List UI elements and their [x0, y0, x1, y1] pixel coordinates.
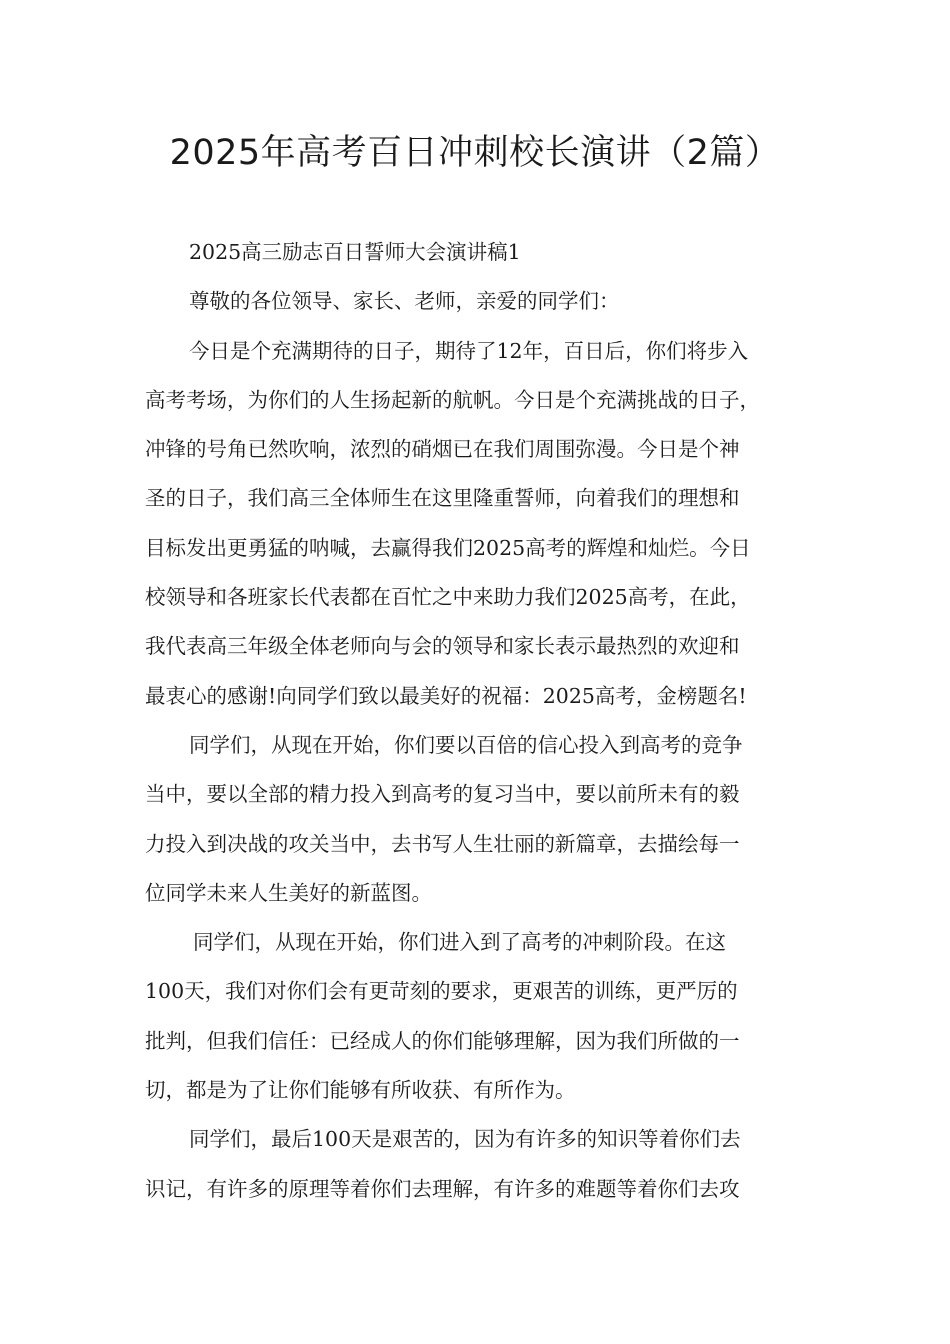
paragraph-3-line: 同学们，从现在开始，你们进入到了高考的冲刺阶段。在这 [193, 930, 726, 955]
paragraph-1-line: 校领导和各班家长代表都在百忙之中来助力我们2025高考，在此， [145, 585, 751, 610]
salutation-line: 尊敬的各位领导、家长、老师，亲爱的同学们： [189, 289, 620, 314]
document-title: 2025年高考百日冲刺校长演讲（2篇） [169, 133, 781, 173]
paragraph-2-line: 同学们，从现在开始，你们要以百倍的信心投入到高考的竞争 [189, 732, 743, 757]
paragraph-1-line: 今日是个充满期待的日子，期待了12年，百日后，你们将步入 [189, 338, 749, 363]
document-body [145, 228, 820, 1214]
paragraph-2-line: 位同学未来人生美好的新蓝图。 [145, 880, 432, 905]
paragraph-4-line: 同学们，最后100天是艰苦的，因为有许多的知识等着你们去 [189, 1127, 741, 1152]
paragraph-1-line: 我代表高三年级全体老师向与会的领导和家长表示最热烈的欢迎和 [145, 634, 740, 659]
paragraph-1-line: 目标发出更勇猛的呐喊，去赢得我们2025高考的辉煌和灿烂。今日 [145, 535, 751, 560]
paragraph-3-line: 切，都是为了让你们能够有所收获、有所作为。 [145, 1078, 576, 1103]
paragraph-4-line: 识记，有许多的原理等着你们去理解，有许多的难题等着你们去攻 [145, 1176, 740, 1201]
paragraph-1-line: 高考考场，为你们的人生扬起新的航帆。今日是个充满挑战的日子， [145, 387, 760, 412]
paragraph-2-line: 力投入到决战的攻关当中，去书写人生壮丽的新篇章，去描绘每一 [145, 831, 740, 856]
paragraph-2-line: 当中，要以全部的精力投入到高考的复习当中，要以前所未有的毅 [145, 782, 740, 807]
paragraph-1-line: 圣的日子，我们高三全体师生在这里隆重誓师，向着我们的理想和 [145, 486, 740, 511]
subtitle-line: 2025高三励志百日誓师大会演讲稿1 [189, 240, 521, 264]
paragraph-1-line: 冲锋的号角已然吹响，浓烈的硝烟已在我们周围弥漫。今日是个神 [145, 437, 740, 462]
paragraph-3-line: 100天，我们对你们会有更苛刻的要求，更艰苦的训练，更严厉的 [145, 979, 738, 1004]
paragraph-1-line: 最衷心的感谢!向同学们致以最美好的祝福：2025高考，金榜题名! [145, 683, 747, 708]
paragraph-3-line: 批判，但我们信任：已经成人的你们能够理解，因为我们所做的一 [145, 1028, 740, 1053]
